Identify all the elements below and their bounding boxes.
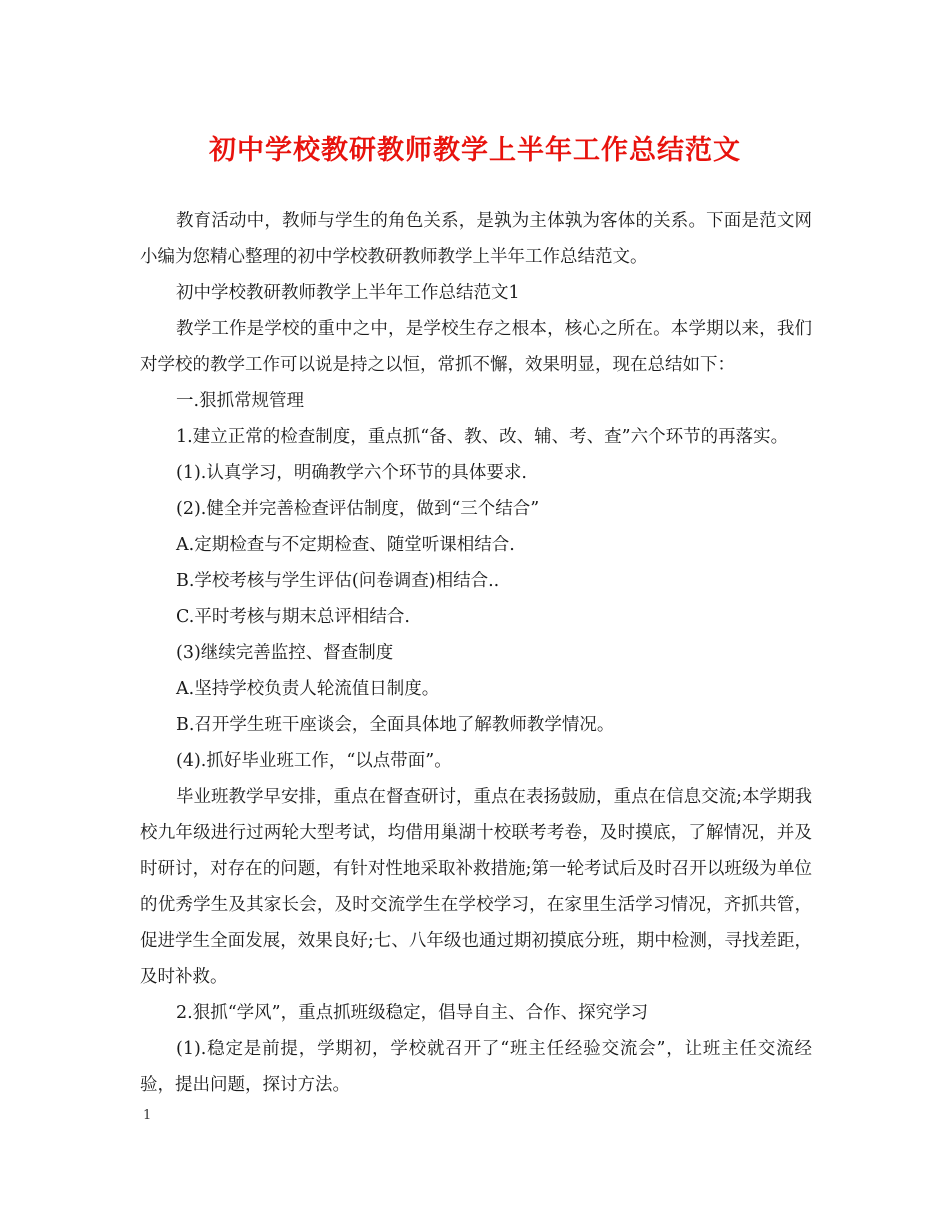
paragraph: 1.建立正常的检查制度，重点抓“备、教、改、辅、考、查”六个环节的再落实。 <box>176 427 789 447</box>
page-number: 1 <box>143 1108 152 1123</box>
paragraph: (2).健全并完善检查评估制度，做到“三个结合” <box>176 499 540 519</box>
paragraph: 2.狠抓“学风”，重点抓班级稳定，倡导自主、合作、探究学习 <box>176 1003 649 1023</box>
paragraph: (1).稳定是前提，学期初，学校就召开了“班主任经验交流会”，让班主任交流经验，提出问题，探讨方法。 <box>140 1039 812 1095</box>
paragraph: 一.狠抓常规管理 <box>176 391 305 411</box>
paragraph: 初中学校教研教师教学上半年工作总结范文1 <box>176 283 520 303</box>
document-title: 初中学校教研教师教学上半年工作总结范文 <box>209 135 741 166</box>
paragraph: A.坚持学校负责人轮流值日制度。 <box>176 679 440 699</box>
paragraph: B.学校考核与学生评估(问卷调查)相结合.. <box>176 571 500 591</box>
paragraph: A.定期检查与不定期检查、随堂听课相结合. <box>176 535 515 555</box>
paragraph: 教育活动中，教师与学生的角色关系，是孰为主体孰为客体的关系。下面是范文网小编为您精心整理的初中学校教研教师教学上半年工作总结范文。 <box>140 211 812 267</box>
paragraph: (4).抓好毕业班工作，“以点带面”。 <box>176 751 452 771</box>
paragraph: B.召开学生班干座谈会，全面具体地了解教师教学情况。 <box>176 715 615 735</box>
document-body <box>140 203 812 1103</box>
paragraph: (3)继续完善监控、督查制度 <box>176 643 394 663</box>
paragraph: C.平时考核与期末总评相结合. <box>176 607 410 627</box>
paragraph: (1).认真学习，明确教学六个环节的具体要求. <box>176 463 527 483</box>
paragraph: 毕业班教学早安排，重点在督查研讨，重点在表扬鼓励，重点在信息交流;本学期我校九年级进行过两轮大型考试，均借用巢湖十校联考考卷，及时摸底，了解情况，并及时研讨，对存在的问题，有针对性地采取补救措施;第一轮考试后及时召开以班级为单位的优秀学生及其家长会，及时交流学生在学校学习，在家里生活学习情况，齐抓共管，促进学生全面发展，效果良好;七、八年级也通过期初摸底分班，期中检测，寻找差距，及时补救。 <box>140 787 812 987</box>
paragraph: 教学工作是学校的重中之中，是学校生存之根本，核心之所在。本学期以来，我们对学校的教学工作可以说是持之以恒，常抓不懈，效果明显，现在总结如下： <box>140 319 812 375</box>
